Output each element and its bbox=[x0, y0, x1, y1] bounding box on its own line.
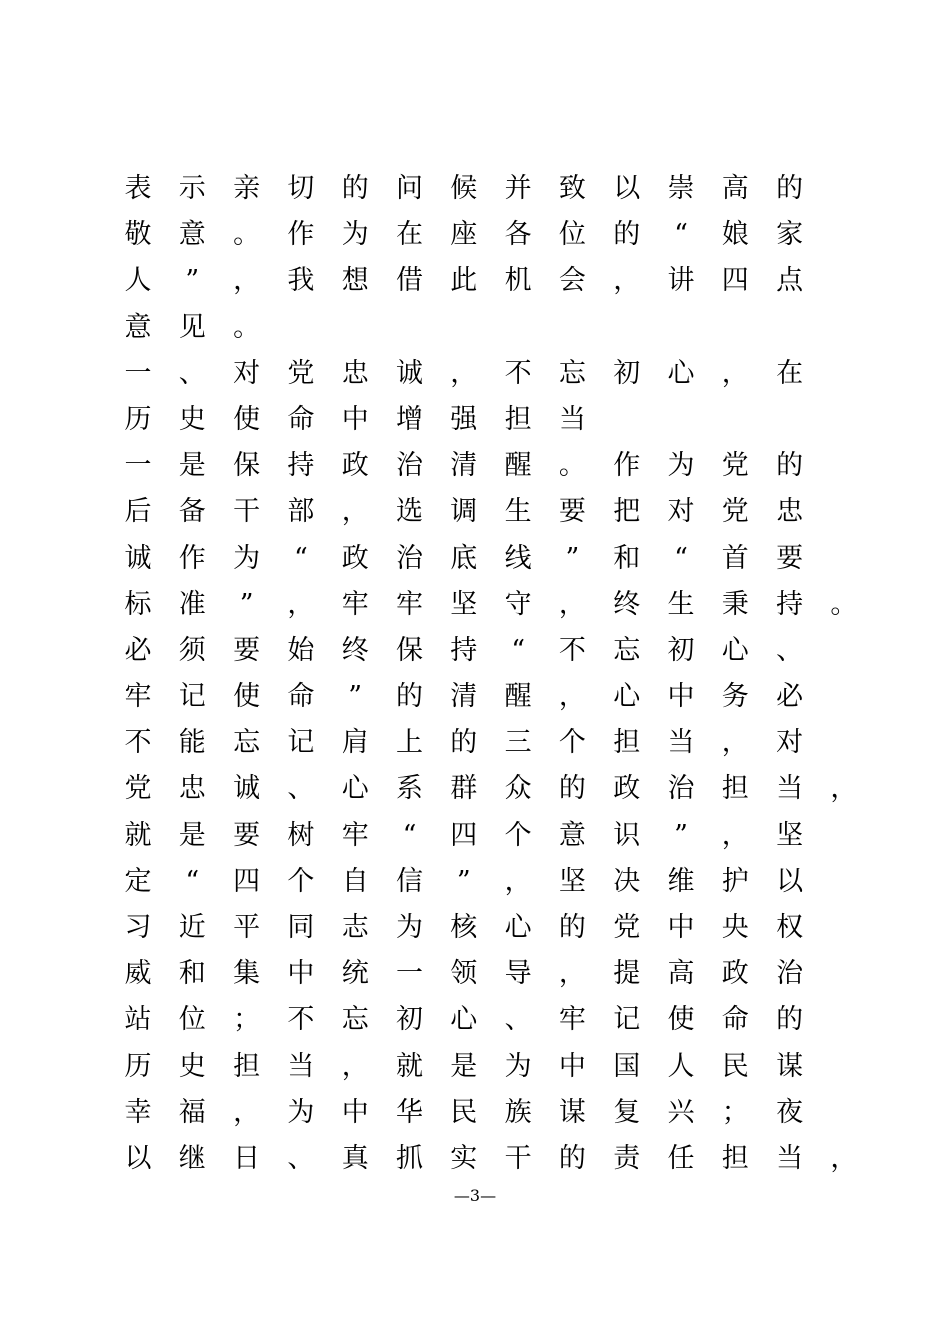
text-line: 必 须 要 始 终 保 持 “ 不 忘 初 心 、 bbox=[124, 634, 804, 666]
text-line: 意 见 。 bbox=[124, 311, 261, 343]
text-line: 站 位 ； 不 忘 初 心 、 牢 记 使 命 的 bbox=[124, 1004, 804, 1036]
text-line: 以 继 日 、 真 抓 实 干 的 责 任 担 当 ， bbox=[124, 1142, 858, 1174]
text-line: 诚 作 为 “ 政 治 底 线 ” 和 “ 首 要 bbox=[124, 542, 804, 574]
text-line: 不 能 忘 记 肩 上 的 三 个 担 当 ， 对 bbox=[124, 727, 804, 759]
text-line: 人 ” ， 我 想 借 此 机 会 ， 讲 四 点 bbox=[124, 265, 804, 297]
page-number: —3— bbox=[453, 1186, 497, 1205]
text-line: 一 是 保 持 政 治 清 醒 。 作 为 党 的 bbox=[124, 450, 804, 482]
text-line: 幸 福 ， 为 中 华 民 族 谋 复 兴 ； 夜 bbox=[124, 1096, 804, 1128]
text-line: 定 “ 四 个 自 信 ” ， 坚 决 维 护 以 bbox=[124, 865, 804, 897]
text-line: 习 近 平 同 志 为 核 心 的 党 中 央 权 bbox=[124, 912, 804, 943]
text-line: 就 是 要 树 牢 “ 四 个 意 识 ” ， 坚 bbox=[124, 819, 804, 851]
text-line: 敬 意 。 作 为 在 座 各 位 的 “ 娘 家 bbox=[124, 219, 804, 251]
text-line: 历 史 担 当 ， 就 是 为 中 国 人 民 谋 bbox=[124, 1050, 804, 1082]
text-line: 牢 记 使 命 ” 的 清 醒 ， 心 中 务 必 bbox=[124, 681, 804, 713]
text-line: 标 准 ” ， 牢 牢 坚 守 ， 终 生 秉 持 。 bbox=[124, 588, 858, 620]
body-text bbox=[120, 166, 860, 1182]
text-line: 党 忠 诚 、 心 系 群 众 的 政 治 担 当 ， bbox=[124, 773, 858, 805]
text-line: 威 和 集 中 统 一 领 导 ， 提 高 政 治 bbox=[124, 958, 804, 990]
text-line: 一 、 对 党 忠 诚 ， 不 忘 初 心 ， 在 bbox=[124, 357, 804, 389]
text-line: 后 备 干 部 ， 选 调 生 要 把 对 党 忠 bbox=[124, 496, 804, 528]
text-line: 历 史 使 命 中 增 强 担 当 bbox=[124, 403, 586, 435]
text-line: 表 示 亲 切 的 问 候 并 致 以 崇 高 的 bbox=[124, 173, 804, 204]
